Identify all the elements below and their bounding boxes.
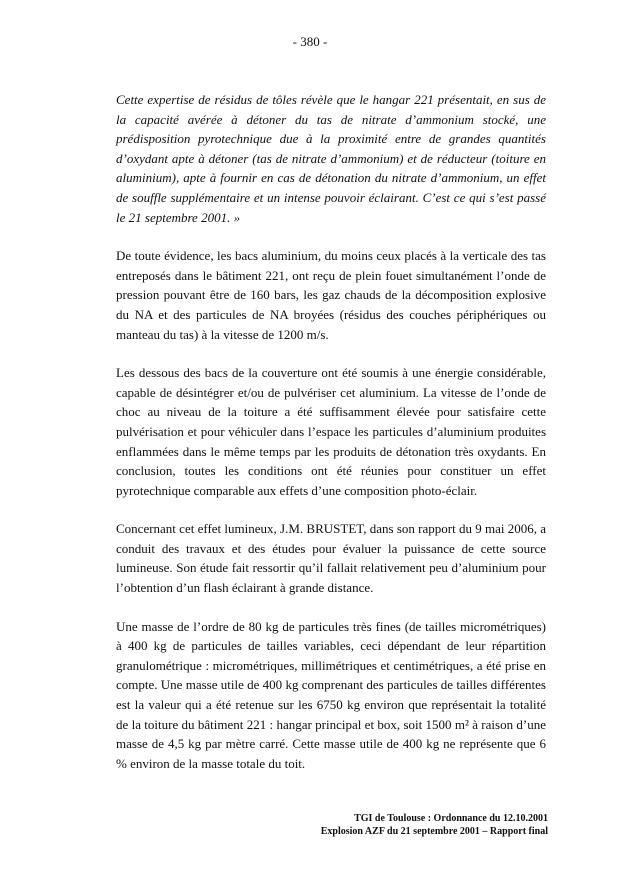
page-number: - 380 -: [292, 34, 328, 49]
paragraph-brustet-study: Concernant cet effet lumineux, J.M. BRUSTET, dans son rapport du 9 mai 2006, a conduit des travaux et des études pour évaluer la puissance de cette source lumineuse. Son étude fait ressortir qu’il fallait relativement peu d’aluminium pour l’obtention d’un flash éclairant à grande distance.: [116, 521, 546, 596]
document-footer: [321, 812, 548, 838]
paragraph-mass-estimate: Une masse de l’ordre de 80 kg de particules très fines (de tailles micrométriques) à 400 kg de particules de tailles variables, ceci dépendant de leur répartition granulométrique : micrométriques, millimétriques et centimétriques, a été prise en compte. Une masse utile de 400 kg comprenant des particules de tailles différentes est la valeur qui a été retenue sur les 6750 kg environ que représentait la totalité de la toiture du bâtiment 221 : hangar principal et box, soit 1500 m² à raison d’une masse de 4,5 kg par mètre carré. Cette masse utile de 400 kg ne représente que 6 % environ de la masse totale du toit.: [116, 618, 546, 771]
page-body: [116, 90, 546, 773]
quote-paragraph: Cette expertise de résidus de tôles révèle que le hangar 221 présentait, en sus de la capacité avérée à détoner du tas de nitrate d’ammonium stocké, une prédisposition pyrotechnique due à la proximité entre de grandes quantités d’oxydant apte à détoner (tas de nitrate d’ammonium) et de réducteur (toiture en aluminium), apte à fournir en cas de détonation du nitrate d’ammonium, un effet de souffle supplémentaire et un intense pouvoir éclairant. C’est ce qui s’est passé le 21 septembre 2001. »: [116, 92, 546, 225]
paragraph-aluminium-roof: De toute évidence, les bacs aluminium, du moins ceux placés à la verticale des tas entreposés dans le bâtiment 221, ont reçu de plein fouet simultanément l’onde de pression pouvant être de 160 bars, les gaz chauds de la décomposition explosive du NA et des particules de NA broyées (résidus des couches périphériques ou manteau du tas) à la vitesse de 1200 m/s.: [116, 248, 546, 342]
footer-line-report: Explosion AZF du 21 septembre 2001 – Rapport final: [320, 826, 548, 837]
footer-line-court: TGI de Toulouse : Ordonnance du 12.10.2001: [354, 813, 548, 824]
paragraph-pulverisation: Les dessous des bacs de la couverture ont été soumis à une énergie considérable, capable de désintégrer et/ou de pulvériser cet aluminium. La vitesse de l’onde de choc au niveau de la toiture a été suffisamment élevée pour satisfaire cette pulvérisation et pour véhiculer dans l’espace les particules d’aluminium produites enflammées dans le même temps par les produits de détonation très oxydants. En conclusion, toutes les conditions ont été réunies pour constituer un effet pyrotechnique comparable aux effets d’une composition photo-éclair.: [116, 365, 546, 498]
